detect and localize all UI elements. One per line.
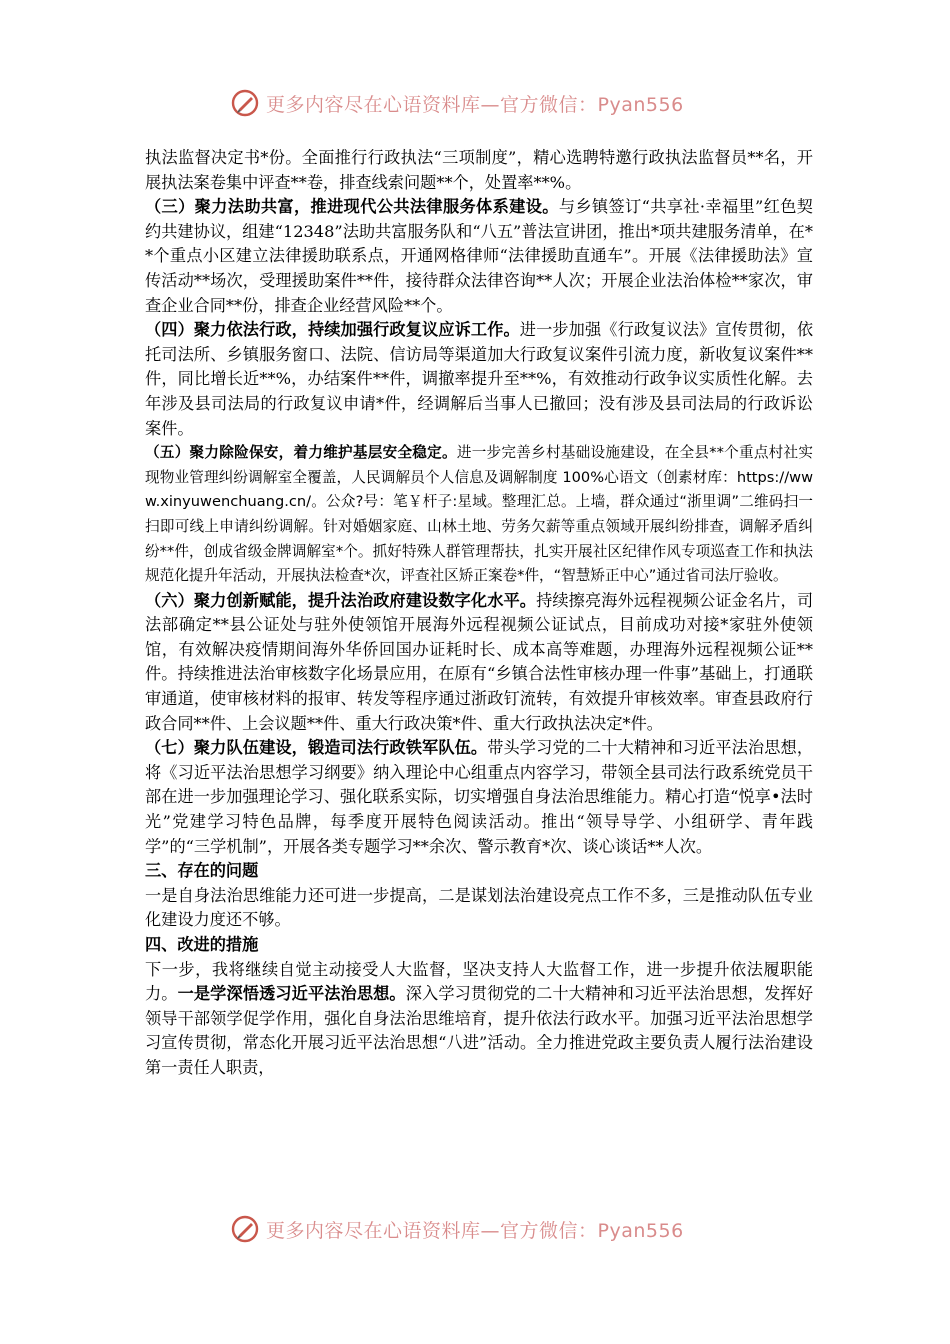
section-heading-7: （七）聚力队伍建设，锻造司法行政铁军队伍。 (145, 738, 488, 758)
section-heading-3: （三）聚力法助共富，推进现代公共法律服务体系建设。 (145, 197, 559, 217)
paragraph-supervision: 执法监督决定书*份。全面推行行政执法“三项制度”，精心选聘特邀行政执法监督员**名，开展执法案卷集中评查**卷，排查线索问题**个，处置率**%。 (145, 148, 813, 192)
heading-measures: 四、改进的措施 (145, 935, 259, 954)
section-heading-4: （四）聚力依法行政，持续加强行政复议应诉工作。 (145, 320, 520, 340)
measure-heading-1: 一是学深悟透习近平法治思想。 (177, 984, 406, 1004)
watermark-text: 更多内容尽在心语资料库—官方微信：Pyan556 (266, 93, 684, 116)
pen-logo-icon (230, 1214, 260, 1244)
paragraph-legal-aid: （三）聚力法助共富，推进现代公共法律服务体系建设。与乡镇签订“共享社·幸福里”红色契约共建协议，组建“12348”法助共富服务队和“八五”普法宣讲团，推出*项共建服务清单，在**个重点小区建立法律援助联系点，开通网格律师“法律援助直通车”。开展《法律援助法》宣传活动**场次，受理援助案件**件，接待群众法律咨询**人次；开展企业法治体检**家次，审查企业合同**份，排查企业经营风险**个。 (145, 197, 813, 315)
document-body (145, 146, 813, 1081)
paragraph-measures: 下一步，我将继续自觉主动接受人大监督，坚决支持人大监督工作，进一步提升依法履职能力。一是学深悟透习近平法治思想。深入学习贯彻党的二十大精神和习近平法治思想，发挥好领导干部领学促学作用，强化自身法治思维培育，提升依法行政水平。加强习近平法治思想学习宣传贯彻，常态化开展习近平法治思想“八进”活动。全力推进党政主要负责人履行法治建设第一责任人职责， (145, 959, 814, 1077)
heading-problems: 三、存在的问题 (145, 861, 259, 881)
paragraph-digital: （六）聚力创新赋能，提升法治政府建设数字化水平。持续擦亮海外远程视频公证金名片，司法部确定**县公证处与驻外使领馆开展海外远程视频公证试点，目前成功对接*家驻外使领馆，有效解决疫情期间海外华侨回国办证耗时长、成本高等难题，办理海外远程视频公证**件。持续推进法治审核数字化场景应用，在原有“乡镇合法性审核办理一件事”基础上，打通联审通道，使审核材料的报审、转发等程序通过浙政钉流转，有效提升审核效率。审查县政府行政合同**件、上会议题**件、重大行政决策*件、重大行政执法决定*件。 (145, 590, 814, 733)
watermark-text: 更多内容尽在心语资料库—官方微信：Pyan556 (266, 1219, 684, 1242)
paragraph-safety: （五）聚力除险保安，着力维护基层安全稳定。进一步完善乡村基础设施建设，在全县**个重点村社实现物业管理纠纷调解室全覆盖，人民调解员个人信息及调解制度 100%心语文（创素材库：https://www.xinyuwenchuang.cn/。公众?号：笔￥杆子:星域。整理汇总。上墙，群众通过“浙里调”二维码扫一扫即可线上申请纠纷调解。针对婚姻家庭、山林土地、劳务欠薪等重点领域开展纠纷排查，调解矛盾纠纷**件，创成省级金牌调解室*个。抓好特殊人群管理帮扶，扎实开展社区纪律作风专项巡查工作和执法规范化提升年活动，开展执法检查*次，评查社区矫正案卷*件，“智慧矫正中心”通过省司法厅验收。 (145, 444, 813, 585)
footer-watermark (230, 1212, 684, 1246)
section-heading-6: （六）聚力创新赋能，提升法治政府建设数字化水平。 (145, 590, 537, 610)
paragraph-administrative-review: （四）聚力依法行政，持续加强行政复议应诉工作。进一步加强《行政复议法》宣传贯彻，依托司法所、乡镇服务窗口、法院、信访局等渠道加大行政复议案件引流力度，新收复议案件**件，同比增长近**%，办结案件**件，调撤率提升至**%，有效推动行政争议实质性化解。去年涉及县司法局的行政复议申请*件，经调解后当事人已撤回；没有涉及县司法局的行政诉讼案件。 (145, 320, 814, 438)
paragraph-problems: 一是自身法治思维能力还可进一步提高，二是谋划法治建设亮点工作不多，三是推动队伍专业化建设力度还不够。 (145, 885, 813, 930)
paragraph-team: （七）聚力队伍建设，锻造司法行政铁军队伍。带头学习党的二十大精神和习近平法治思想，将《习近平法治思想学习纲要》纳入理论中心组重点内容学习，带领全县司法行政系统党员干部在进一步加强理论学习、强化联系实际，切实增强自身法治思维能力。精心打造“悦享•法时光”党建学习特色品牌，每季度开展特色阅读活动。推出“领导导学、小组研学、青年践学”的“三学机制”，开展各类专题学习**余次、警示教育*次、谈心谈话**人次。 (145, 738, 814, 856)
pen-logo-icon (230, 88, 260, 118)
section-heading-5: （五）聚力除险保安，着力维护基层安全稳定。 (145, 444, 457, 462)
header-watermark (230, 86, 684, 120)
